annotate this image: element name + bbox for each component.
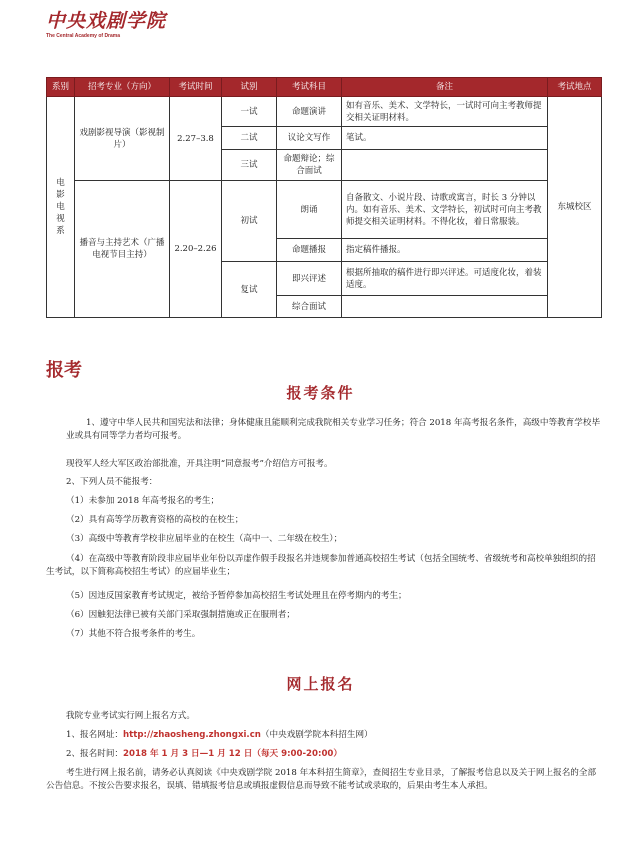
subject-cell: 即兴评述 [277, 262, 342, 296]
online-url-line [66, 729, 602, 742]
dept-cell [47, 97, 75, 318]
note-cell [342, 150, 548, 181]
header-note: 备注 [342, 78, 548, 97]
list-item: （2）具有高等学历教育资格的高校的在校生； [66, 515, 244, 525]
header-time: 考试时间 [170, 78, 222, 97]
section-heading: 报考 [46, 360, 82, 381]
exam-schedule-table [46, 77, 602, 318]
round-cell: 复试 [222, 262, 277, 318]
conditions-paragraph-3: 2、下列人员不能报考： [66, 477, 158, 487]
subject-cell: 综合面试 [277, 296, 342, 318]
conditions-paragraph-1: 1、遵守中华人民共和国宪法和法律；身体健康且能顺利完成我院相关专业学习任务；符合 2018 年高考报名条件，高级中等教育学校毕业或具有同等学力者均可报考。 [66, 418, 601, 441]
url-label: 1、报名网址： [66, 730, 124, 740]
note-cell: 自备散文、小说片段、诗歌或寓言，时长 3 分钟以内。如有音乐、美术、文学特长，初试时可向主考教师提交相关证明材料。不得化妆，着日常服装。 [342, 181, 548, 239]
subject-cell: 朗诵 [277, 181, 342, 239]
round-cell: 三试 [222, 150, 277, 181]
header-subject: 考试科目 [277, 78, 342, 97]
time-cell: 2.27–3.8 [170, 97, 222, 181]
academy-logo [46, 10, 166, 40]
subject-cell: 议论文写作 [277, 127, 342, 150]
logo-english-name: The Central Academy of Drama [46, 33, 121, 39]
note-cell: 根据所抽取的稿件进行即兴评述。可适度化妆，着装适度。 [342, 262, 548, 296]
conditions-paragraph-2: 现役军人经大军区政治部批准，开具注明“同意报考”介绍信方可报考。 [66, 459, 333, 469]
header-dept: 系别 [47, 78, 75, 97]
table-row [47, 97, 602, 127]
online-time-line [66, 748, 602, 761]
url-suffix: （中央戏剧学院本科招生网） [260, 730, 373, 740]
table-row [47, 181, 602, 239]
online-paragraph-4: 考生进行网上报名前，请务必认真阅读《中央戏剧学院 2018 年本科招生简章》，查阅招生专业目录，了解报考信息以及关于网上报名的全部公告信息。不按公告要求报名，误填、错填报考信息或填报虚假信息而导致不能考试或录取的，后果由考生本人承担。 [46, 768, 597, 791]
logo-chinese-name: 中央戏剧学院 [46, 10, 167, 32]
list-item: （5）因违反国家教育考试规定，被给予暂停参加高校招生考试处理且在停考期内的考生； [66, 591, 407, 601]
note-cell: 指定稿件播报。 [342, 239, 548, 262]
time-label: 2、报名时间： [66, 749, 124, 759]
major-cell: 播音与主持艺术（广播电视节目主持） [75, 181, 170, 318]
table-header-row [47, 78, 602, 97]
subject-cell: 命题播报 [277, 239, 342, 262]
online-title: 网上报名 [286, 675, 355, 693]
subject-cell: 命题演讲 [277, 97, 342, 127]
conditions-title: 报考条件 [286, 384, 355, 402]
round-cell: 二试 [222, 127, 277, 150]
list-item: （3）高级中等教育学校非应届毕业的在校生（高中一、二年级在校生）； [66, 534, 343, 544]
dept-name: 电影电视系 [56, 178, 65, 236]
registration-time: 2018 年 1 月 3 日—1 月 12 日（每天 9:00-20:00） [123, 749, 343, 759]
registration-url-link[interactable]: http://zhaosheng.zhongxi.cn [123, 730, 261, 740]
note-cell [342, 296, 548, 318]
location-cell: 东城校区 [548, 97, 602, 318]
list-item: （7）其他不符合报考条件的考生。 [66, 629, 201, 639]
note-cell: 如有音乐、美术、文学特长，一试时可向主考教师提交相关证明材料。 [342, 97, 548, 127]
list-item: （1）未参加 2018 年高考报名的考生； [66, 496, 220, 506]
list-item: （6）因触犯法律已被有关部门采取强制措施或正在服刑者； [66, 610, 295, 620]
header-major: 招考专业（方向） [75, 78, 170, 97]
major-cell: 戏剧影视导演（影视制片） [75, 97, 170, 181]
list-item: （4）在高级中等教育阶段非应届毕业年份以弄虚作假手段报名并违规参加普通高校招生考试（包括全国统考、省级统考和高校单独组织的招生考试，以下简称高校招生考试）的应届毕业生； [46, 554, 596, 577]
header-round: 试别 [222, 78, 277, 97]
online-paragraph-1: 我院专业考试实行网上报名方式。 [66, 711, 195, 721]
note-cell: 笔试。 [342, 127, 548, 150]
time-cell: 2.20–2.26 [170, 181, 222, 318]
subject-cell: 命题辩论；综合面试 [277, 150, 342, 181]
header-location: 考试地点 [548, 78, 602, 97]
round-cell: 一试 [222, 97, 277, 127]
round-cell: 初试 [222, 181, 277, 262]
